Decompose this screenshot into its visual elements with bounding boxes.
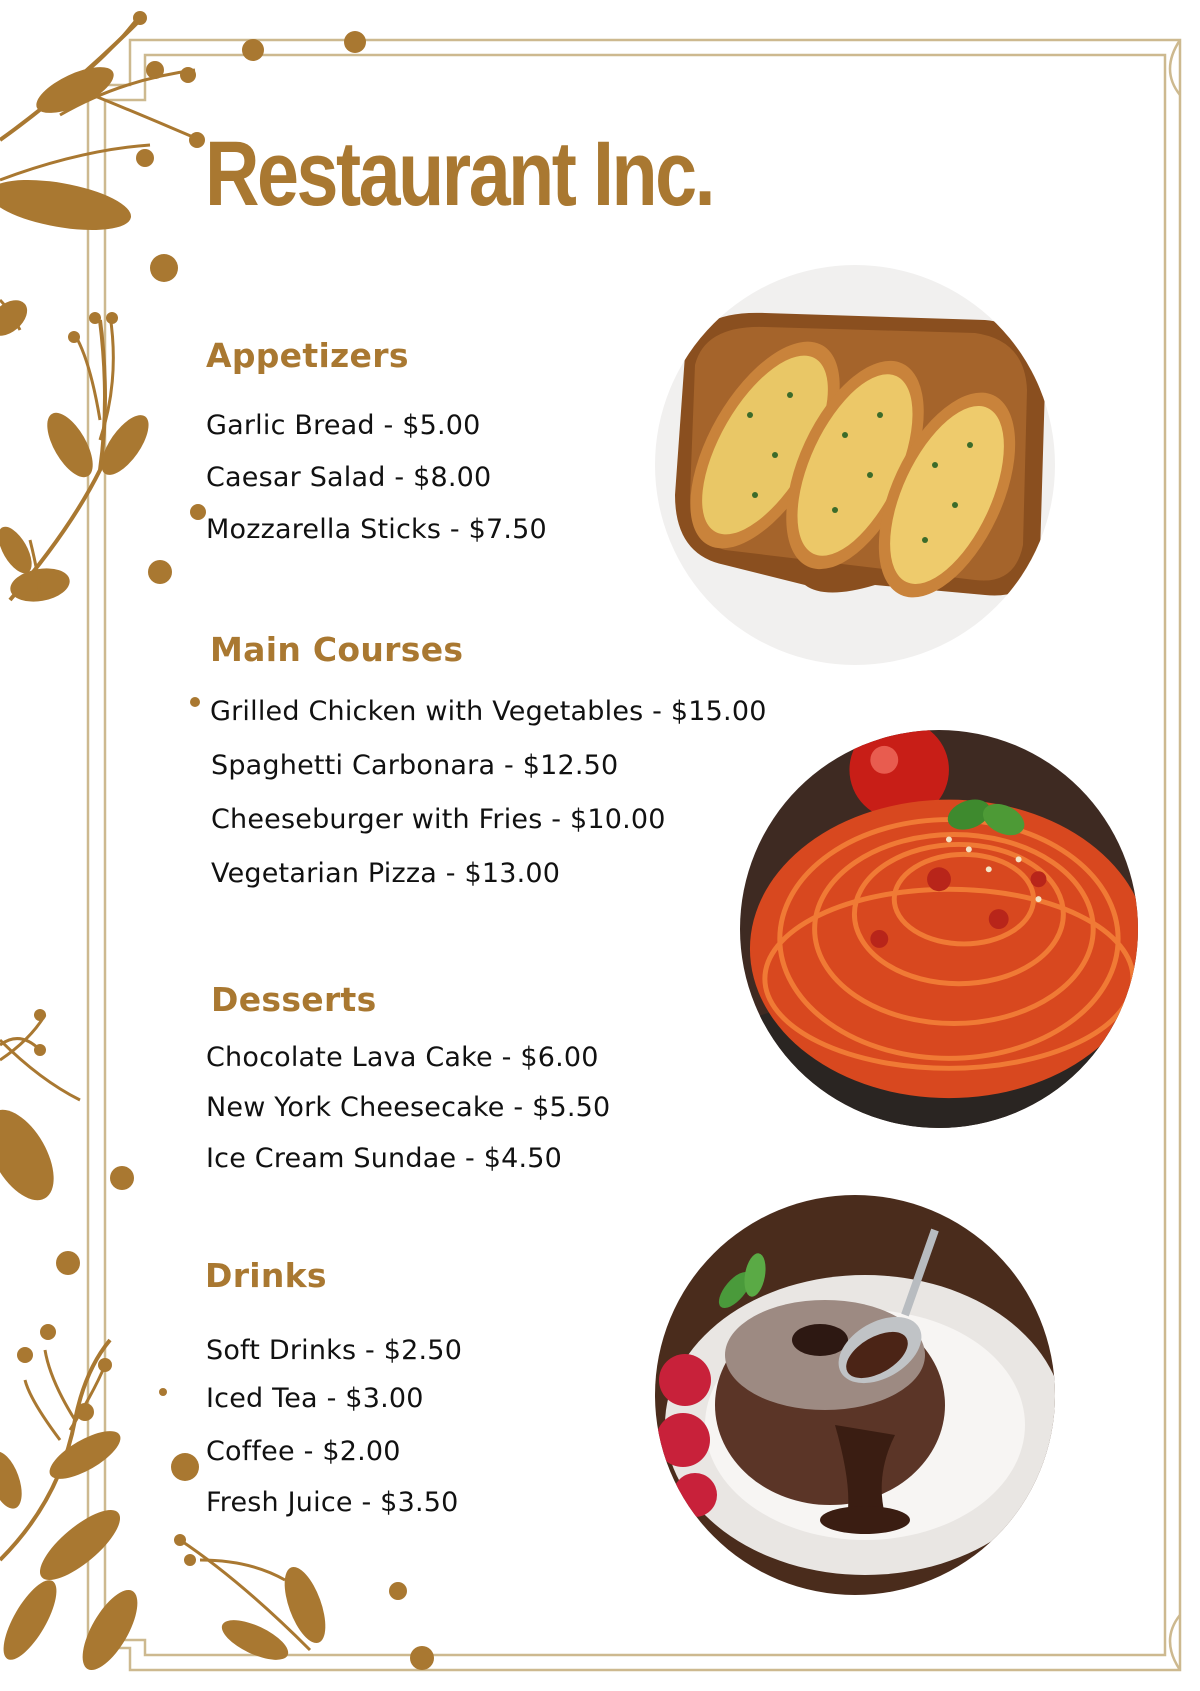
spaghetti-photo (740, 730, 1138, 1128)
menu-item: Grilled Chicken with Vegetables - $15.00 (210, 696, 767, 727)
restaurant-title: Restaurant Inc. (205, 123, 714, 225)
menu-item: Soft Drinks - $2.50 (206, 1335, 463, 1366)
menu-item: Vegetarian Pizza - $13.00 (211, 858, 561, 889)
lava-cake-photo (655, 1195, 1055, 1595)
menu-item: Ice Cream Sundae - $4.50 (206, 1143, 563, 1174)
menu-item: New York Cheesecake - $5.50 (206, 1092, 611, 1123)
section-heading-main-courses: Main Courses (210, 630, 464, 669)
menu-item: Fresh Juice - $3.50 (206, 1487, 459, 1518)
menu-item: Iced Tea - $3.00 (206, 1383, 424, 1414)
menu-item: Coffee - $2.00 (206, 1436, 401, 1467)
menu-item: Cheeseburger with Fries - $10.00 (211, 804, 666, 835)
section-heading-appetizers: Appetizers (206, 336, 409, 375)
menu-item: Garlic Bread - $5.00 (206, 410, 481, 441)
garlic-bread-photo (655, 265, 1055, 665)
section-heading-desserts: Desserts (211, 980, 377, 1019)
menu-item: Mozzarella Sticks - $7.50 (206, 514, 547, 545)
section-heading-drinks: Drinks (205, 1256, 327, 1295)
menu-item: Chocolate Lava Cake - $6.00 (206, 1042, 599, 1073)
menu-item: Caesar Salad - $8.00 (206, 462, 492, 493)
menu-item: Spaghetti Carbonara - $12.50 (211, 750, 619, 781)
